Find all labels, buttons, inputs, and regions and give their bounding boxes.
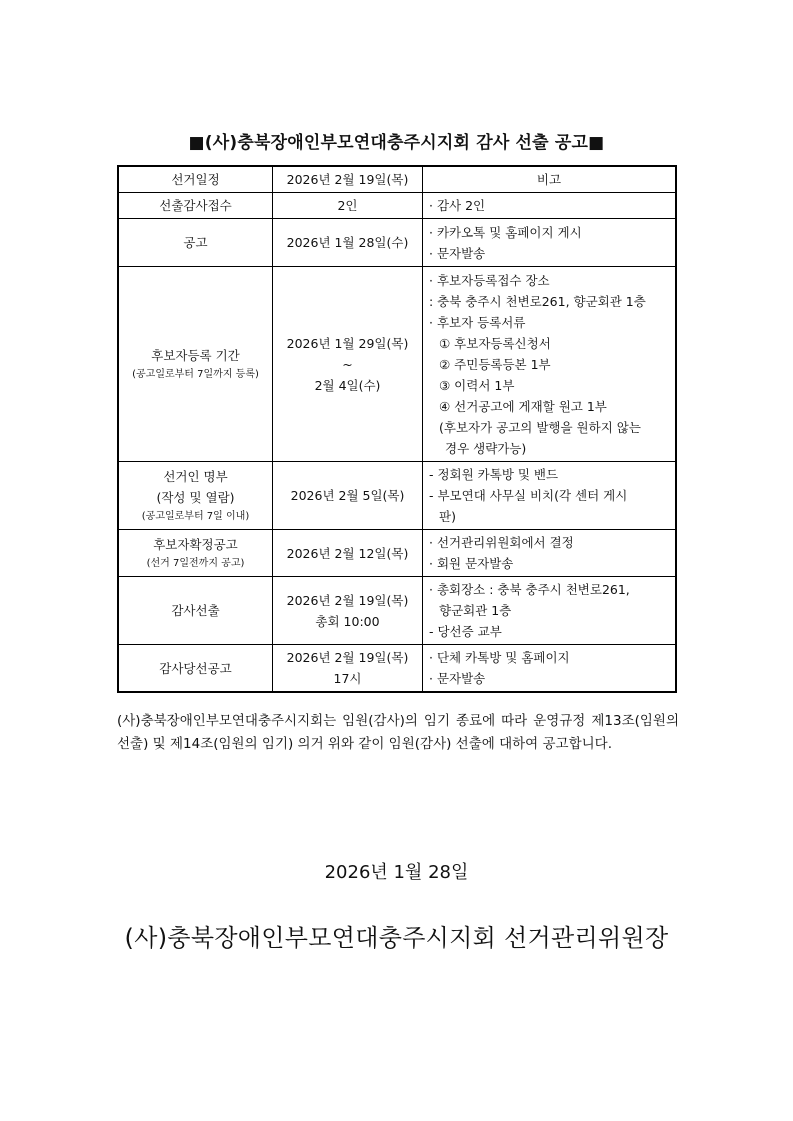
row-label-cell <box>118 462 273 530</box>
row-label-sub: (공고일로부터 7일 이내) <box>141 511 250 522</box>
row-date: 2월 4일(수) <box>314 377 381 393</box>
organization-signature: (사)충북장애인부모연대충주시지회 선거관리위원장 <box>124 924 669 952</box>
note-line: · 문자발송 <box>429 671 486 686</box>
table-row <box>118 577 676 645</box>
note-line: ① 후보자등록신청서 <box>439 335 551 351</box>
row-label-sub: (선거 7일전까지 공고) <box>146 558 245 569</box>
note-line: · 감사 2인 <box>429 198 486 213</box>
table-row <box>118 462 676 530</box>
row-notes <box>423 193 677 219</box>
note-line: ③ 이력서 1부 <box>439 377 515 393</box>
note-line: : 충북 충주시 천변로261, 향군회관 1층 <box>429 293 646 309</box>
row-label: 감사당선공고 <box>118 645 273 693</box>
row-date: 2026년 2월 5일(목) <box>273 462 423 530</box>
note-line: 향군회관 1층 <box>439 603 512 618</box>
row-date-cell <box>273 577 423 645</box>
note-line: 경우 생략가능) <box>445 440 527 456</box>
note-line: · 후보자등록접수 장소 <box>429 272 550 288</box>
note-line: - 정회원 카톡방 및 밴드 <box>429 467 559 482</box>
header-remarks: 비고 <box>423 166 677 193</box>
table-row <box>118 267 676 462</box>
row-date: ~ <box>342 356 353 372</box>
row-label-sub: (공고일로부터 7일까지 등록) <box>132 369 259 380</box>
election-schedule-table <box>117 165 677 693</box>
row-notes <box>423 267 677 462</box>
row-label: 후보자확정공고 <box>153 537 238 552</box>
table-row <box>118 219 676 267</box>
note-line: · 후보자 등록서류 <box>429 314 526 330</box>
row-notes <box>423 219 677 267</box>
row-date: 2인 <box>273 193 423 219</box>
header-schedule: 선거일정 <box>118 166 273 193</box>
row-label: 선거인 명부 <box>163 469 228 484</box>
row-label-2: (작성 및 열람) <box>156 490 235 505</box>
note-line: · 단체 카톡방 및 홈페이지 <box>429 650 570 665</box>
announcement-paragraph: (사)충북장애인부모연대충주시지회는 임원(감사)의 임기 종료에 따라 운영규정 제13조(임원의 선출) 및 제14조(임원의 임기) 의거 위와 같이 임원(감사) 선출에 대하여 공고합니다. <box>117 713 679 752</box>
note-line: · 문자발송 <box>429 245 486 261</box>
row-label-cell <box>118 267 273 462</box>
page-title: ■(사)충북장애인부모연대충주시지회 감사 선출 공고■ <box>188 133 605 153</box>
row-date: 17시 <box>333 671 362 686</box>
note-line: - 당선증 교부 <box>429 624 502 639</box>
row-notes <box>423 577 677 645</box>
row-label: 후보자등록 기간 <box>151 348 240 363</box>
row-label: 공고 <box>118 219 273 267</box>
note-line: · 카카오톡 및 홈페이지 게시 <box>429 224 582 240</box>
announcement-date: 2026년 1월 28일 <box>324 862 469 883</box>
table-row <box>118 193 676 219</box>
note-line: 판) <box>439 509 456 524</box>
row-date: 2026년 1월 28일(수) <box>273 219 423 267</box>
row-date: 총회 10:00 <box>315 613 380 629</box>
row-date-cell <box>273 267 423 462</box>
header-date: 2026년 2월 19일(목) <box>273 166 423 193</box>
note-line: ④ 선거공고에 게재할 원고 1부 <box>439 398 607 414</box>
row-date: 2026년 1월 29일(목) <box>286 335 409 351</box>
row-notes <box>423 645 677 693</box>
note-line: · 회원 문자발송 <box>429 556 514 571</box>
note-line: - 부모연대 사무실 비치(각 센터 게시 <box>429 488 628 503</box>
table-row <box>118 645 676 693</box>
row-label: 감사선출 <box>118 577 273 645</box>
row-date: 2026년 2월 19일(목) <box>286 650 409 665</box>
note-line: ② 주민등록등본 1부 <box>439 356 551 372</box>
row-date-cell <box>273 645 423 693</box>
table-row <box>118 530 676 577</box>
row-label: 선출감사접수 <box>118 193 273 219</box>
note-line: (후보자가 공고의 발행을 원하지 않는 <box>439 419 641 435</box>
row-date: 2026년 2월 19일(목) <box>286 592 409 608</box>
row-label-cell <box>118 530 273 577</box>
row-notes <box>423 530 677 577</box>
row-notes <box>423 462 677 530</box>
note-line: · 선거관리위원회에서 결정 <box>429 535 574 550</box>
note-line: · 총회장소 : 충북 충주시 천변로261, <box>429 582 630 597</box>
row-date: 2026년 2월 12일(목) <box>273 530 423 577</box>
table-header-row <box>118 166 676 193</box>
